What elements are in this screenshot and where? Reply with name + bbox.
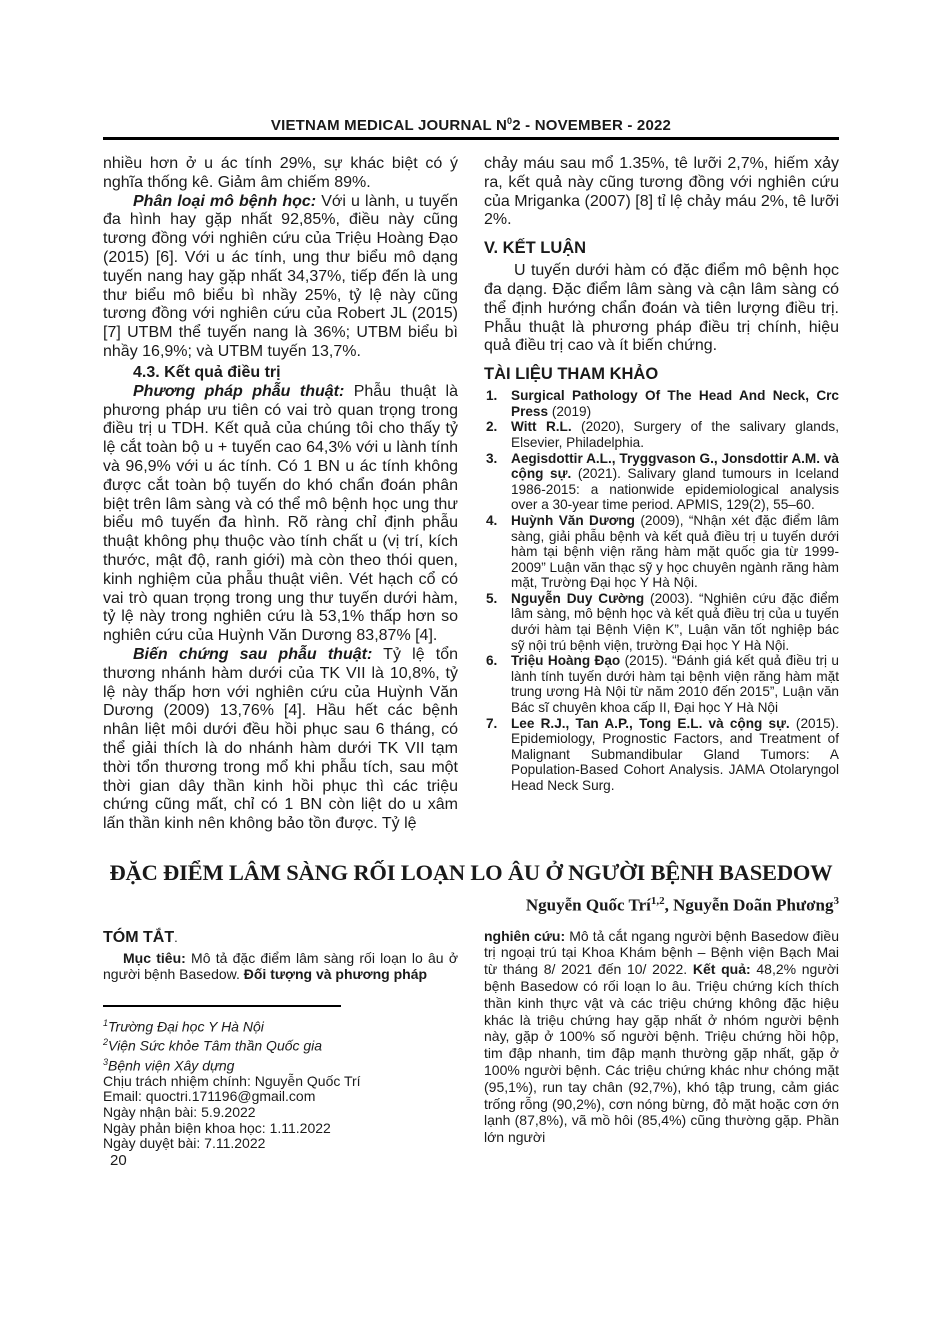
- paragraph-text: Phẫu thuật là phương pháp ưu tiên có vai trò quan trọng trong điều trị u TDH. Kết quả của chúng tôi cho thấy tỷ lệ cắt toàn bộ u + tuyến cao 64,3% với u lành tính và 96,9% với u ác tính. Có 1 BN u ác tính không được cắt toàn bộ tuyến do khó chẩn đoán phân biệt trên lâm sàng và có thể mô bệnh học ung thư biểu mô tuyến đa hình. Rõ ràng chỉ định phẫu thuật không phụ thuộc vào tính chất u (vị trí, kích thước, mật độ, ranh giới) mà còn theo thói quen, kinh nghiệm của phẫu thuật viên. Vét hạch cổ có vai trò quan trọng trong ung thư tuyến dưới hàm, tỷ lệ này trong nghiên cứu là 53,1% thấp hơn so nghiên cứu của Huỳnh Văn Dương 83,87% [4].: [103, 382, 459, 645]
- reference-authors: Witt R.L.: [511, 419, 572, 435]
- reference-authors: Aegisdottir A.L., Tryggvason G., Jonsdottir A.M. và cộng sự.: [511, 450, 839, 482]
- abstract-text: Mô tả đặc điểm lâm sàng rối loạn lo âu ở người bệnh Basedow.: [103, 949, 458, 983]
- reference-authors: Lee R.J., Tan A.P., Tong E.L. và cộng sự.: [511, 715, 790, 731]
- reference-authors: Nguyễn Duy Cường: [511, 590, 645, 606]
- article1-body: [103, 155, 839, 834]
- author-affiliation-sup: 3: [833, 894, 839, 907]
- affiliation-line: [103, 1016, 458, 1035]
- reference-authors: Huỳnh Văn Dương: [511, 512, 635, 528]
- affiliation-line: [103, 1055, 458, 1074]
- affiliation-sup: 2: [103, 1037, 109, 1048]
- paragraph-text: nhiều hơn ở u ác tính 29%, sự khác biệt có ý nghĩa thống kê. Giảm âm chiếm 89%.: [103, 155, 458, 191]
- reference-authors: Surgical Pathology Of The Head And Neck, Crc Press: [511, 388, 839, 419]
- paragraph-text: Tỷ lệ tổn thương nhánh hàm dưới của TK VII là 10,8%, tỷ lệ này thấp hơn với nghiên cứu của Huỳnh Văn Dương (2009) 13,76% [4]. Hầu hết các bệnh nhân liệt môi dưới đều hồi phục sau 6 tháng, có thể giải thích là do nhánh hàm dưới TK VII tạm thời tổn thương trong mổ khi phẫu tích, sau một thời gian dây thần kinh hồi phục thì các triệu chứng cũng mất, chỉ có 1 BN còn liệt do u xâm lấn thần kinh nên không bảo tồn được. Tỷ lệ: [103, 645, 459, 833]
- affiliation-text: Viện Sức khỏe Tâm thần Quốc gia: [108, 1038, 323, 1055]
- paragraph-surgical-method: [103, 383, 458, 646]
- abstract-lead: Kết quả:: [692, 961, 751, 978]
- journal-title: [271, 117, 671, 134]
- author-name: Nguyễn Doãn Phương: [673, 895, 834, 915]
- journal-title-post: 2 - NOVEMBER - 2022: [512, 117, 672, 134]
- reference-item: [484, 513, 839, 591]
- reference-number: 4.: [486, 512, 498, 528]
- reference-text: (2020), Surgery of the salivary glands, Elsevier, Philadelphia.: [511, 419, 839, 450]
- paragraph-conclusion: U tuyến dưới hàm có đặc điểm mô bệnh học đa dạng. Đặc điểm lâm sàng và cận lâm sàng có thể định hướng chẩn đoán và tiên lượng điều trị. Phẫu thuật là phương pháp điều trị chính, hiệu quả điều trị cao và ít biến chứng.: [484, 262, 839, 355]
- footnote-corresponding-author: Chịu trách nhiệm chính: Nguyễn Quốc Trí: [103, 1072, 361, 1089]
- abstract-paragraph-right: [484, 928, 839, 1146]
- reference-number: 1.: [486, 388, 498, 404]
- abstract-paragraph-left: [103, 950, 458, 984]
- paragraph-bleeding-rate: chảy máu sau mổ 1.35%, tê lưỡi 2,7%, hiếm xảy ra, kết quả này cũng tương đồng với nghiên cứu của Mriganka (2007) [8] tỉ lệ chảy máu 2%, tê lưỡi 2%.: [484, 155, 839, 229]
- article1-right-column: [484, 155, 839, 834]
- paragraph-histopathology: [103, 193, 458, 362]
- author-separator: ,: [664, 895, 674, 915]
- author-name: Nguyễn Quốc Trí: [525, 895, 651, 915]
- section-heading-references: TÀI LIỆU THAM KHẢO: [484, 365, 659, 384]
- journal-title-pre: VIETNAM MEDICAL JOURNAL N: [270, 117, 508, 134]
- paragraph-lead: Biến chứng sau phẫu thuật:: [133, 645, 373, 663]
- reference-text: (2019): [548, 403, 592, 419]
- author-affiliation-sup: 1,2: [650, 894, 665, 907]
- affiliation-line: [103, 1035, 458, 1054]
- reference-number: 3.: [486, 450, 498, 466]
- abstract-lead: Đối tượng và phương pháp: [243, 966, 428, 983]
- abstract-text: Mô tả cắt ngang người bệnh Basedow điều trị ngoại trú tại Khoa Khám bệnh – Bệnh viện Bạch Mai từ tháng 8/ 2021 đến 10/ 2022.: [484, 927, 839, 978]
- reference-item: [484, 388, 839, 419]
- article2-right-column: [484, 928, 839, 1152]
- article2-authors: [103, 895, 839, 916]
- section-heading-conclusion: V. KẾT LUẬN: [484, 239, 587, 258]
- page-number: 20: [110, 1152, 127, 1169]
- paragraph-lead: Phương pháp phẫu thuật:: [133, 382, 345, 400]
- page-content: [103, 116, 839, 1152]
- abstract-heading-text: TÓM TẮT: [103, 928, 175, 946]
- reference-item: [484, 716, 839, 794]
- abstract-lead: Mục tiêu:: [123, 949, 186, 966]
- reference-number: 2.: [486, 419, 498, 435]
- reference-number: 5.: [486, 590, 498, 606]
- reference-list: [484, 388, 839, 793]
- article2-title: ĐẶC ĐIỂM LÂM SÀNG RỐI LOẠN LO ÂU Ở NGƯỜI BỆNH BASEDOW: [109, 859, 833, 885]
- article2-left-column: [103, 928, 458, 1152]
- reference-text: (2021). Salivary gland tumours in Iceland 1986-2015: a nationwide epidemiological analysis over a 30-year time period. APMIS, 129(2), 55–60.: [511, 466, 839, 513]
- affiliation-text: Trường Đại học Y Hà Nội: [108, 1018, 264, 1035]
- affiliation-sup: 1: [103, 1018, 109, 1029]
- reference-text: (2015). “Đánh giá kết quả điều trị u lành tính tuyến dưới hàm tại bệnh viện răng hàm mặt trung ương Hà Nội từ năm 2010 đến 2015”, Luận văn Bác sĩ chuyên khoa cấp II, Đại học Y Hà Nội: [511, 653, 839, 716]
- reference-text: (2009), “Nhận xét đặc điểm lâm sàng, giải phẫu bệnh và kết quả điều trị u tuyến dưới hàm tại bệnh viện răng hàm mặt quốc gia từ 1999-2009” Luận văn thạc sỹ y học chuyên ngành răng hàm mặt, Trường Đại học Y Hà Nội.: [511, 512, 839, 591]
- paragraph-text: Với u lành, u tuyến đa hình hay gặp nhất 92,85%, điều này cũng tương đồng với nghiên cứu của Triệu Hoàng Đạo (2015) [6]. Với u ác tính, ung thư biểu mô dạng tuyến nang hay gặp nhất 34,37%, tiếp đến là ung thư biểu mô biểu bì nhầy 25%, tỷ lệ này cũng tương đồng với nghiên cứu của Robert JL (2015) [7] UTBM thể tuyến nang là 36%; UTBM biểu bì nhầy 16,9%; và UTBM tuyến 13,7%.: [103, 192, 459, 360]
- reference-text: (2015). Epidemiology, Prognostic Factors, and Treatment of Malignant Submandibular Gland Tumors: A Population-Based Cohort Analysis. JAMA Otolaryngol Head Neck Surg.: [511, 715, 839, 794]
- reference-authors: Triệu Hoàng Đạo: [511, 653, 621, 669]
- footnote-review-date: Ngày phản biện khoa học: 1.11.2022: [103, 1119, 331, 1136]
- reference-item: [484, 591, 839, 653]
- reference-item: [484, 451, 839, 513]
- abstract-text: 48,2% người bệnh Basedow có rối loạn lo âu. Triệu chứng kích thích thần kinh thực vật và các triệu chứng không đặc hiệu khác là triệu chứng hay gặp nhất ở nhóm người bệnh này, gặp ở 100% số người bệnh. Triệu chứng hồi hộp, tim đập nhanh, tim đập mạnh thường gặp nhất, gặp ở 100% người bệnh. Các triệu chứng khác như chóng mặt (95,1%), run tay chân (92,7%), khó tập trung, cảm giác trống rỗng (90,2%), cơn nóng bừng, đỏ mặt hoặc cơn ớn lạnh (87,8%), vã mồ hôi (85,4%) cũng thường gặp. Phần lớn người: [484, 961, 839, 1146]
- paragraph-discussion-continuation: [103, 155, 458, 193]
- reference-item: [484, 419, 839, 450]
- footnote-accepted-date: Ngày duyệt bài: 7.11.2022: [103, 1135, 266, 1152]
- article2-body: [103, 928, 839, 1152]
- footnote-email: Email: quoctri.171196@gmail.com: [103, 1088, 316, 1105]
- abstract-heading-dot: .: [174, 929, 178, 945]
- paragraph-lead: Phân loại mô bệnh học:: [133, 192, 317, 210]
- reference-number: 6.: [486, 653, 498, 669]
- abstract-heading: [103, 928, 458, 947]
- reference-item: [484, 653, 839, 715]
- abstract-lead: nghiên cứu:: [484, 927, 566, 944]
- journal-title-sup: 0: [507, 116, 513, 126]
- reference-number: 7.: [486, 715, 498, 731]
- running-head: [103, 116, 839, 140]
- affiliation-sup: 3: [103, 1056, 109, 1067]
- footnote-separator: [103, 1005, 341, 1007]
- affiliation-text: Bệnh viện Xây dựng: [108, 1057, 235, 1074]
- footnote-received-date: Ngày nhận bài: 5.9.2022: [103, 1104, 256, 1121]
- subsection-heading-results: 4.3. Kết quả điều trị: [133, 363, 281, 381]
- paragraph-complications: [103, 646, 458, 834]
- footnote-block: [103, 1016, 458, 1152]
- article1-left-column: [103, 155, 458, 834]
- reference-text: (2003). “Nghiên cứu đặc điểm lâm sàng, mô bệnh học và kết quả điều trị của u tuyến dưới hàm tại Bệnh Viện K”, Luận văn tốt nghiệp bác sỹ nội trú bệnh viện, trường Đại học Y Hà Nội.: [511, 590, 839, 653]
